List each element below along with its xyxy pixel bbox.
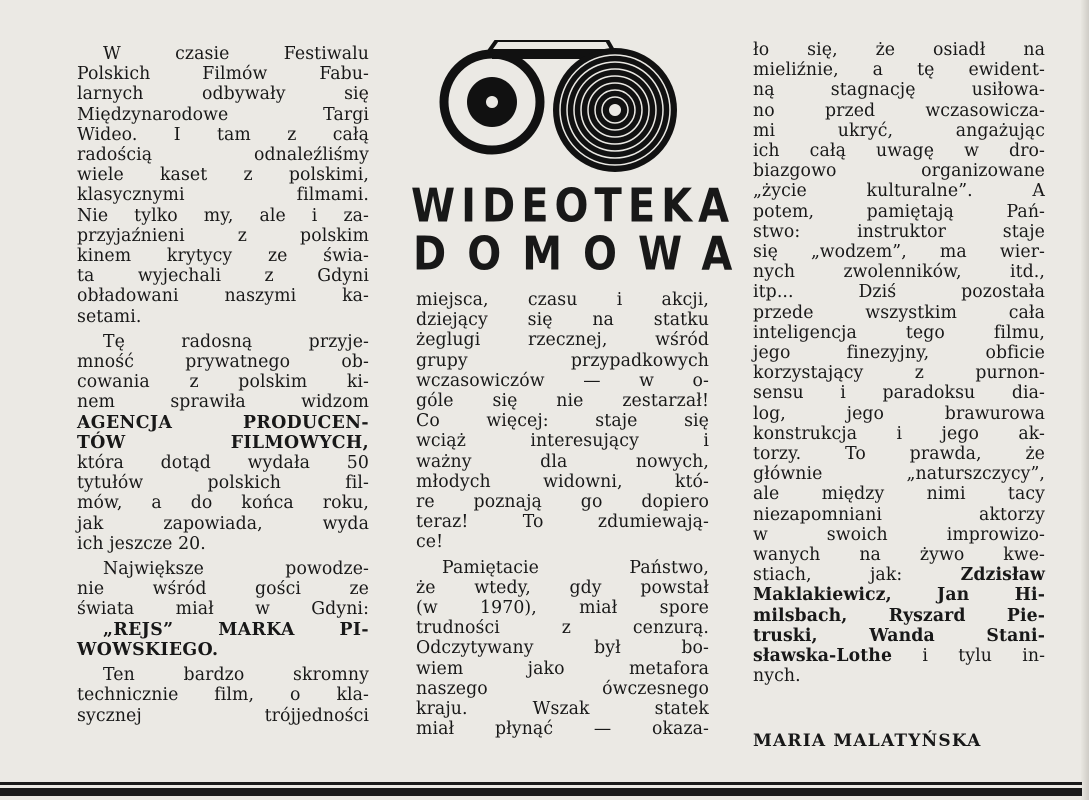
text-line: miał płynąć — okaza- <box>416 719 709 740</box>
text-line: Odczytywany był bo- <box>416 638 709 659</box>
text-line: ną stagnację usiłowa- <box>753 80 1045 101</box>
text-line: AGENCJA PRODUCEN- <box>77 412 369 433</box>
text-line: larnych odbywały się <box>77 84 369 105</box>
text-line: kinem krytycy ze świa- <box>77 246 369 267</box>
paragraph <box>416 290 709 553</box>
text-line: mi ukryć, angażując <box>753 120 1045 141</box>
text-line <box>753 626 1045 646</box>
text-line: obładowani naszymi ka- <box>77 286 369 307</box>
text-line: naszego ówczesnego <box>416 678 709 699</box>
actor-name: sławska-Lothe <box>753 646 893 667</box>
text-line: przede wszystkim cała <box>753 302 1045 323</box>
text-line: grupy przypadkowych <box>416 350 709 371</box>
article-title-line1: WIDEOTEKA <box>411 180 736 233</box>
text-line: „REJS” MARKA PI- <box>103 619 369 640</box>
text-line <box>753 565 1045 585</box>
text-line: Nie tylko my, ale i za- <box>77 205 369 226</box>
text-line: „życie kulturalne”. A <box>753 181 1045 202</box>
text-line: re poznają go dopiero <box>416 492 709 513</box>
text-line: konstrukcja i jego ak- <box>753 423 1045 444</box>
text-line: niezapomniani aktorzy <box>753 504 1045 525</box>
text-line: głównie „naturszczycy”, <box>753 464 1045 485</box>
text-line <box>753 585 1045 605</box>
text-line: teraz! To zdumiewają- <box>416 512 709 533</box>
text-line-part: i tylu in- <box>922 646 1046 667</box>
actor-name: Maklakiewicz, Jan Hi- <box>753 585 1045 606</box>
text-line: WOWSKIEGO. <box>77 639 219 660</box>
text-line: żeglugi rzecznej, wśród <box>416 330 709 351</box>
paragraph <box>77 332 369 554</box>
text-line: ich jeszcze 20. <box>77 533 206 554</box>
text-line: ce! <box>416 532 444 553</box>
text-line: biazgowo organizowane <box>753 161 1045 182</box>
text-line: mność prywatnego ob- <box>77 352 369 373</box>
text-line <box>753 646 1045 666</box>
text-line: wiem jako metafora <box>416 658 709 679</box>
paragraph <box>77 559 369 660</box>
text-line: TÓW FILMOWYCH, <box>77 432 369 453</box>
text-line: wiele kaset z polskimi, <box>77 165 369 186</box>
text-line: sensu i paradoksu dia- <box>753 383 1045 404</box>
text-line: góle się nie zestarzał! <box>416 391 709 412</box>
text-line: torzy. To prawda, że <box>753 444 1045 465</box>
text-line: świata miał w Gdyni: <box>77 599 369 620</box>
text-line: Wideo. I tam z całą <box>77 124 369 145</box>
bottom-rule <box>0 782 1082 785</box>
text-line: itp... Dziś pozostała <box>753 282 1045 303</box>
text-line: korzystający z purnon- <box>753 363 1045 384</box>
text-line: dziejący się na statku <box>416 310 709 331</box>
text-line: log, jego brawurowa <box>753 403 1045 424</box>
actor-name: milsbach, Ryszard Pie- <box>753 605 1045 626</box>
paragraph <box>753 40 1045 687</box>
text-line: inteligencja tego filmu, <box>753 322 1045 343</box>
text-line: radością odnaleźliśmy <box>77 145 369 166</box>
paragraph <box>77 665 369 726</box>
article-title-line2: DOMOWA <box>413 228 754 281</box>
text-line: trudności z cenzurą. <box>416 618 709 639</box>
text-line <box>753 606 1045 626</box>
text-line: technicznie film, o kla- <box>77 685 369 706</box>
text-line: klasycznymi filmami. <box>77 185 369 206</box>
text-line: nych zwolenników, itd., <box>753 262 1045 283</box>
text-line: która dotąd wydała 50 <box>77 453 369 474</box>
actor-name: Zdzisław <box>960 565 1045 586</box>
text-line-part: stiach, jak: <box>753 565 903 586</box>
text-line: sycznej trójjedności <box>77 705 369 726</box>
text-line: wanych na żywo kwe- <box>753 545 1045 566</box>
video-reel-logo-icon <box>437 40 682 180</box>
text-line: Największe powodze- <box>103 559 369 580</box>
text-line: wciąż interesujący i <box>416 431 709 452</box>
text-line: (w 1970), miał spore <box>416 598 709 619</box>
text-line: mieliźnie, a tę ewident- <box>753 60 1045 81</box>
text-line: ich całą uwagę w dro- <box>753 141 1045 162</box>
text-line: ta wyjechali z Gdyni <box>77 266 369 287</box>
text-line: ważny dla nowych, <box>416 451 709 472</box>
author-byline: MARIA MALATYŃSKA <box>753 731 982 751</box>
article-header <box>405 40 754 281</box>
text-line: Pamiętacie Państwo, <box>442 557 709 578</box>
text-line: młodych widowni, któ- <box>416 471 709 492</box>
text-line: setami. <box>77 306 142 327</box>
text-line: tytułów polskich fil- <box>77 473 369 494</box>
text-line: jak zapowiada, wyda <box>77 513 369 534</box>
text-line: ło się, że osiadł na <box>753 40 1045 60</box>
text-line: przyjaźnieni z polskim <box>77 225 369 246</box>
text-line: jego finezyjny, obficie <box>753 343 1045 364</box>
text-column-2 <box>416 290 709 744</box>
text-line: nem sprawiła widzom <box>77 392 369 413</box>
text-line: W czasie Festiwalu <box>103 44 369 64</box>
text-line: że wtedy, gdy powstał <box>416 577 709 598</box>
text-line: wczasowiczów — w o- <box>416 370 709 391</box>
text-line: mów, a do końca roku, <box>77 493 369 514</box>
text-column-3 <box>753 40 1045 692</box>
text-line: w swoich improwizo- <box>753 524 1045 545</box>
actor-name: truski, Wanda Stani- <box>753 625 1045 646</box>
text-line: się „wodzem”, ma wier- <box>753 242 1045 263</box>
text-line: kraju. Wszak statek <box>416 699 709 720</box>
text-line: no przed wczasowicza- <box>753 100 1045 121</box>
text-line: cowania z polskim ki- <box>77 372 369 393</box>
text-line: Międzynarodowe Targi <box>77 104 369 125</box>
text-line: miejsca, czasu i akcji, <box>416 290 709 310</box>
paragraph <box>416 558 709 740</box>
page-edge <box>1081 0 1089 800</box>
text-line: ale między nimi tacy <box>753 484 1045 505</box>
bottom-rule-thick <box>0 788 1082 796</box>
text-line: Co więcej: staje się <box>416 411 709 432</box>
text-line: Polskich Filmów Fabu- <box>77 64 369 85</box>
text-line: stwo: instruktor staje <box>753 221 1045 242</box>
text-column-1 <box>77 44 369 731</box>
text-line: nych. <box>753 666 801 687</box>
text-line: potem, pamiętają Pań- <box>753 201 1045 222</box>
text-line: nie wśród gości ze <box>77 579 369 600</box>
paragraph <box>77 44 369 327</box>
text-line: Ten bardzo skromny <box>103 665 369 686</box>
text-line: Tę radosną przyje- <box>103 331 369 352</box>
